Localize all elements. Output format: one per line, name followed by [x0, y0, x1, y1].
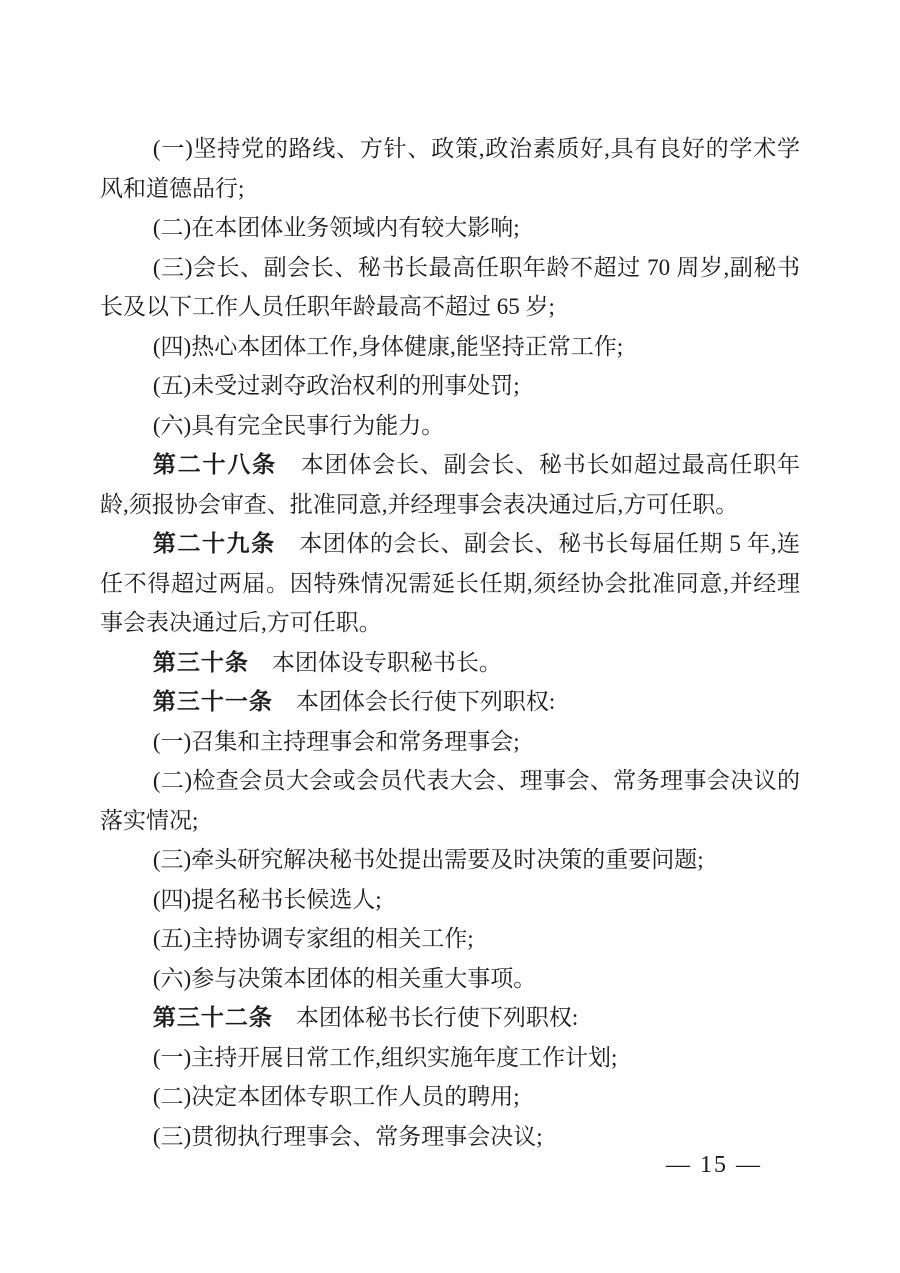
- paragraph-text: (一)坚持党的路线、方针、政策,政治素质好,具有良好的学术学风和道德品行;: [100, 136, 800, 201]
- document-body: [100, 129, 800, 1156]
- article-number: 第三十二条: [152, 1005, 273, 1030]
- paragraph-text: (六)具有完全民事行为能力。: [152, 412, 445, 438]
- article-number: 第三十条: [152, 649, 249, 675]
- paragraph-text: 本团体的会长、副会长、秘书长每届任期 5 年,连任不得超过两届。因特殊情况需延长任期,须经协会批准同意,并经理事会表决通过后,方可任职。: [100, 531, 801, 635]
- paragraph: [100, 643, 800, 683]
- paragraph-text: (三)牵头研究解决秘书处提出需要及时决策的重要问题;: [152, 847, 704, 872]
- page-number: — 15 —: [666, 1152, 762, 1178]
- paragraph: [100, 406, 800, 446]
- paragraph-text: (一)主持开展日常工作,组织实施年度工作计划;: [152, 1044, 618, 1070]
- paragraph-text: (四)提名秘书长候选人;: [152, 886, 382, 912]
- paragraph: [100, 327, 800, 367]
- paragraph: [100, 208, 800, 248]
- page-footer: [100, 1150, 800, 1180]
- paragraph-text: 本团体秘书长行使下列职权:: [272, 1005, 579, 1030]
- paragraph: [100, 524, 800, 643]
- paragraph: [100, 248, 800, 327]
- paragraph-text: (四)热心本团体工作,身体健康,能坚持正常工作;: [152, 333, 624, 359]
- paragraph: [100, 1077, 800, 1117]
- paragraph-text: 本团体会长、副会长、秘书长如超过最高任职年龄,须报协会审查、批准同意,并经理事会表决通过后,方可任职。: [100, 452, 801, 517]
- paragraph-text: (一)召集和主持理事会和常务理事会;: [152, 728, 520, 754]
- paragraph: [100, 682, 800, 722]
- paragraph: [100, 366, 800, 406]
- paragraph: [100, 919, 800, 959]
- article-number: 第二十八条: [152, 452, 277, 477]
- paragraph: [100, 959, 800, 999]
- paragraph: [100, 880, 800, 920]
- paragraph: [100, 998, 800, 1038]
- paragraph: [100, 129, 800, 208]
- paragraph: [100, 761, 800, 840]
- paragraph-text: 本团体设专职秘书长。: [248, 649, 502, 675]
- paragraph-text: (二)检查会员大会或会员代表大会、理事会、常务理事会决议的落实情况;: [100, 768, 800, 833]
- paragraph-text: (二)决定本团体专职工作人员的聘用;: [152, 1084, 520, 1109]
- article-number: 第二十九条: [152, 531, 276, 556]
- paragraph: [100, 722, 800, 762]
- paragraph-text: 本团体会长行使下列职权:: [272, 689, 556, 714]
- paragraph: [100, 840, 800, 880]
- paragraph-text: (二)在本团体业务领域内有较大影响;: [152, 215, 520, 240]
- paragraph-text: (五)未受过剥夺政治权利的刑事处罚;: [152, 373, 520, 398]
- paragraph-text: (三)会长、副会长、秘书长最高任职年龄不超过 70 周岁,副秘书长及以下工作人员任职年龄最高不超过 65 岁;: [100, 254, 800, 319]
- paragraph-text: (六)参与决策本团体的相关重大事项。: [152, 965, 537, 991]
- article-number: 第三十一条: [152, 689, 273, 714]
- paragraph: [100, 1038, 800, 1078]
- paragraph-text: (五)主持协调专家组的相关工作;: [152, 926, 474, 951]
- paragraph-text: (三)贯彻执行理事会、常务理事会决议;: [152, 1123, 543, 1149]
- paragraph: [100, 445, 800, 524]
